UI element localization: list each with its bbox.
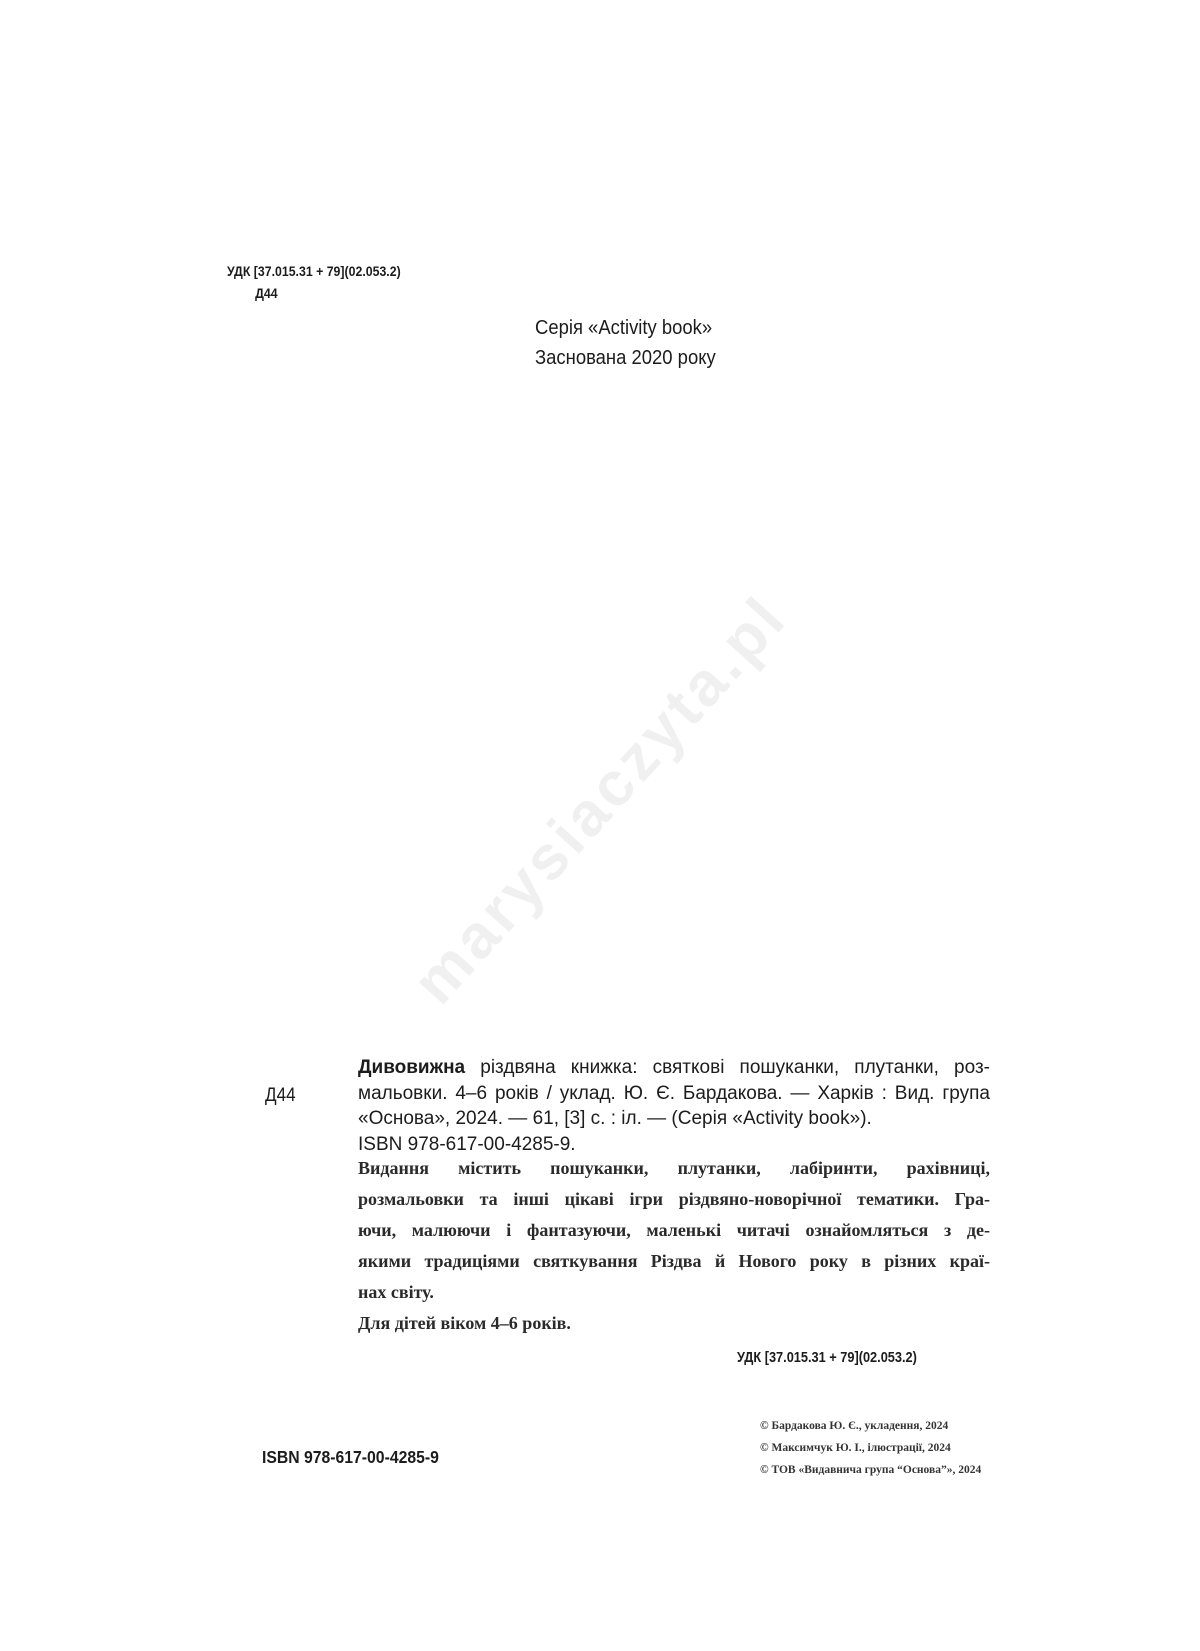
copyright-notices <box>760 1415 981 1481</box>
annotation-line: нах світу. <box>358 1282 434 1302</box>
copyright-line: © ТОВ «Видавнича група “Основа”», 2024 <box>760 1464 982 1476</box>
annotation-line: якими традиціями святкування Різдва й Нового року в різних краї- <box>358 1251 990 1271</box>
bib-line-2: мальовки. 4–6 років / уклад. Ю. Є. Бардакова. — Харків : Вид. група <box>358 1082 990 1104</box>
bib-line-1 <box>358 1055 990 1081</box>
series-founded: Заснована 2020 року <box>535 346 716 369</box>
copyright-line: © Максимчук Ю. І., ілюстрації, 2024 <box>760 1442 951 1454</box>
top-udk-code: УДК [37.015.31 + 79](02.053.2) <box>227 263 401 279</box>
book-title-bold: Дивовижна <box>358 1057 466 1078</box>
audience-note: Для дітей віком 4–6 років. <box>358 1313 571 1333</box>
series-info <box>535 313 716 373</box>
annotation-line: розмальовки та інші цікаві ігри різдвяно-новорічної тематики. Гра- <box>358 1189 990 1209</box>
top-udk-block <box>227 260 401 304</box>
footer-isbn: ISBN 978-617-00-4285-9 <box>262 1447 439 1467</box>
card-author-mark: Д44 <box>265 1085 296 1106</box>
bib-line-1-rest: різдвяна книжка: святкові пошуканки, плутанки, роз- <box>465 1057 990 1078</box>
series-name: Серія «Activity book» <box>535 316 713 339</box>
annotation-line: ючи, малюючи і фантазуючи, маленькі читачі ознайомляться з де- <box>358 1220 990 1240</box>
bibliographic-record <box>358 1055 990 1157</box>
copyright-line: © Бардакова Ю. Є., укладення, 2024 <box>760 1420 949 1432</box>
annotation-line: Видання містить пошуканки, плутанки, лабіринти, рахівниці, <box>358 1158 990 1178</box>
watermark: marysiaczyta.pl <box>399 583 801 1017</box>
top-author-mark: Д44 <box>255 285 278 301</box>
bib-line-3: «Основа», 2024. — 61, [3] с. : іл. — (Серія «Activity book»). <box>358 1108 872 1129</box>
bib-isbn: ISBN 978-617-00-4285-9. <box>358 1133 576 1155</box>
annotation <box>358 1153 990 1339</box>
card-udk-code: УДК [37.015.31 + 79](02.053.2) <box>737 1350 917 1366</box>
